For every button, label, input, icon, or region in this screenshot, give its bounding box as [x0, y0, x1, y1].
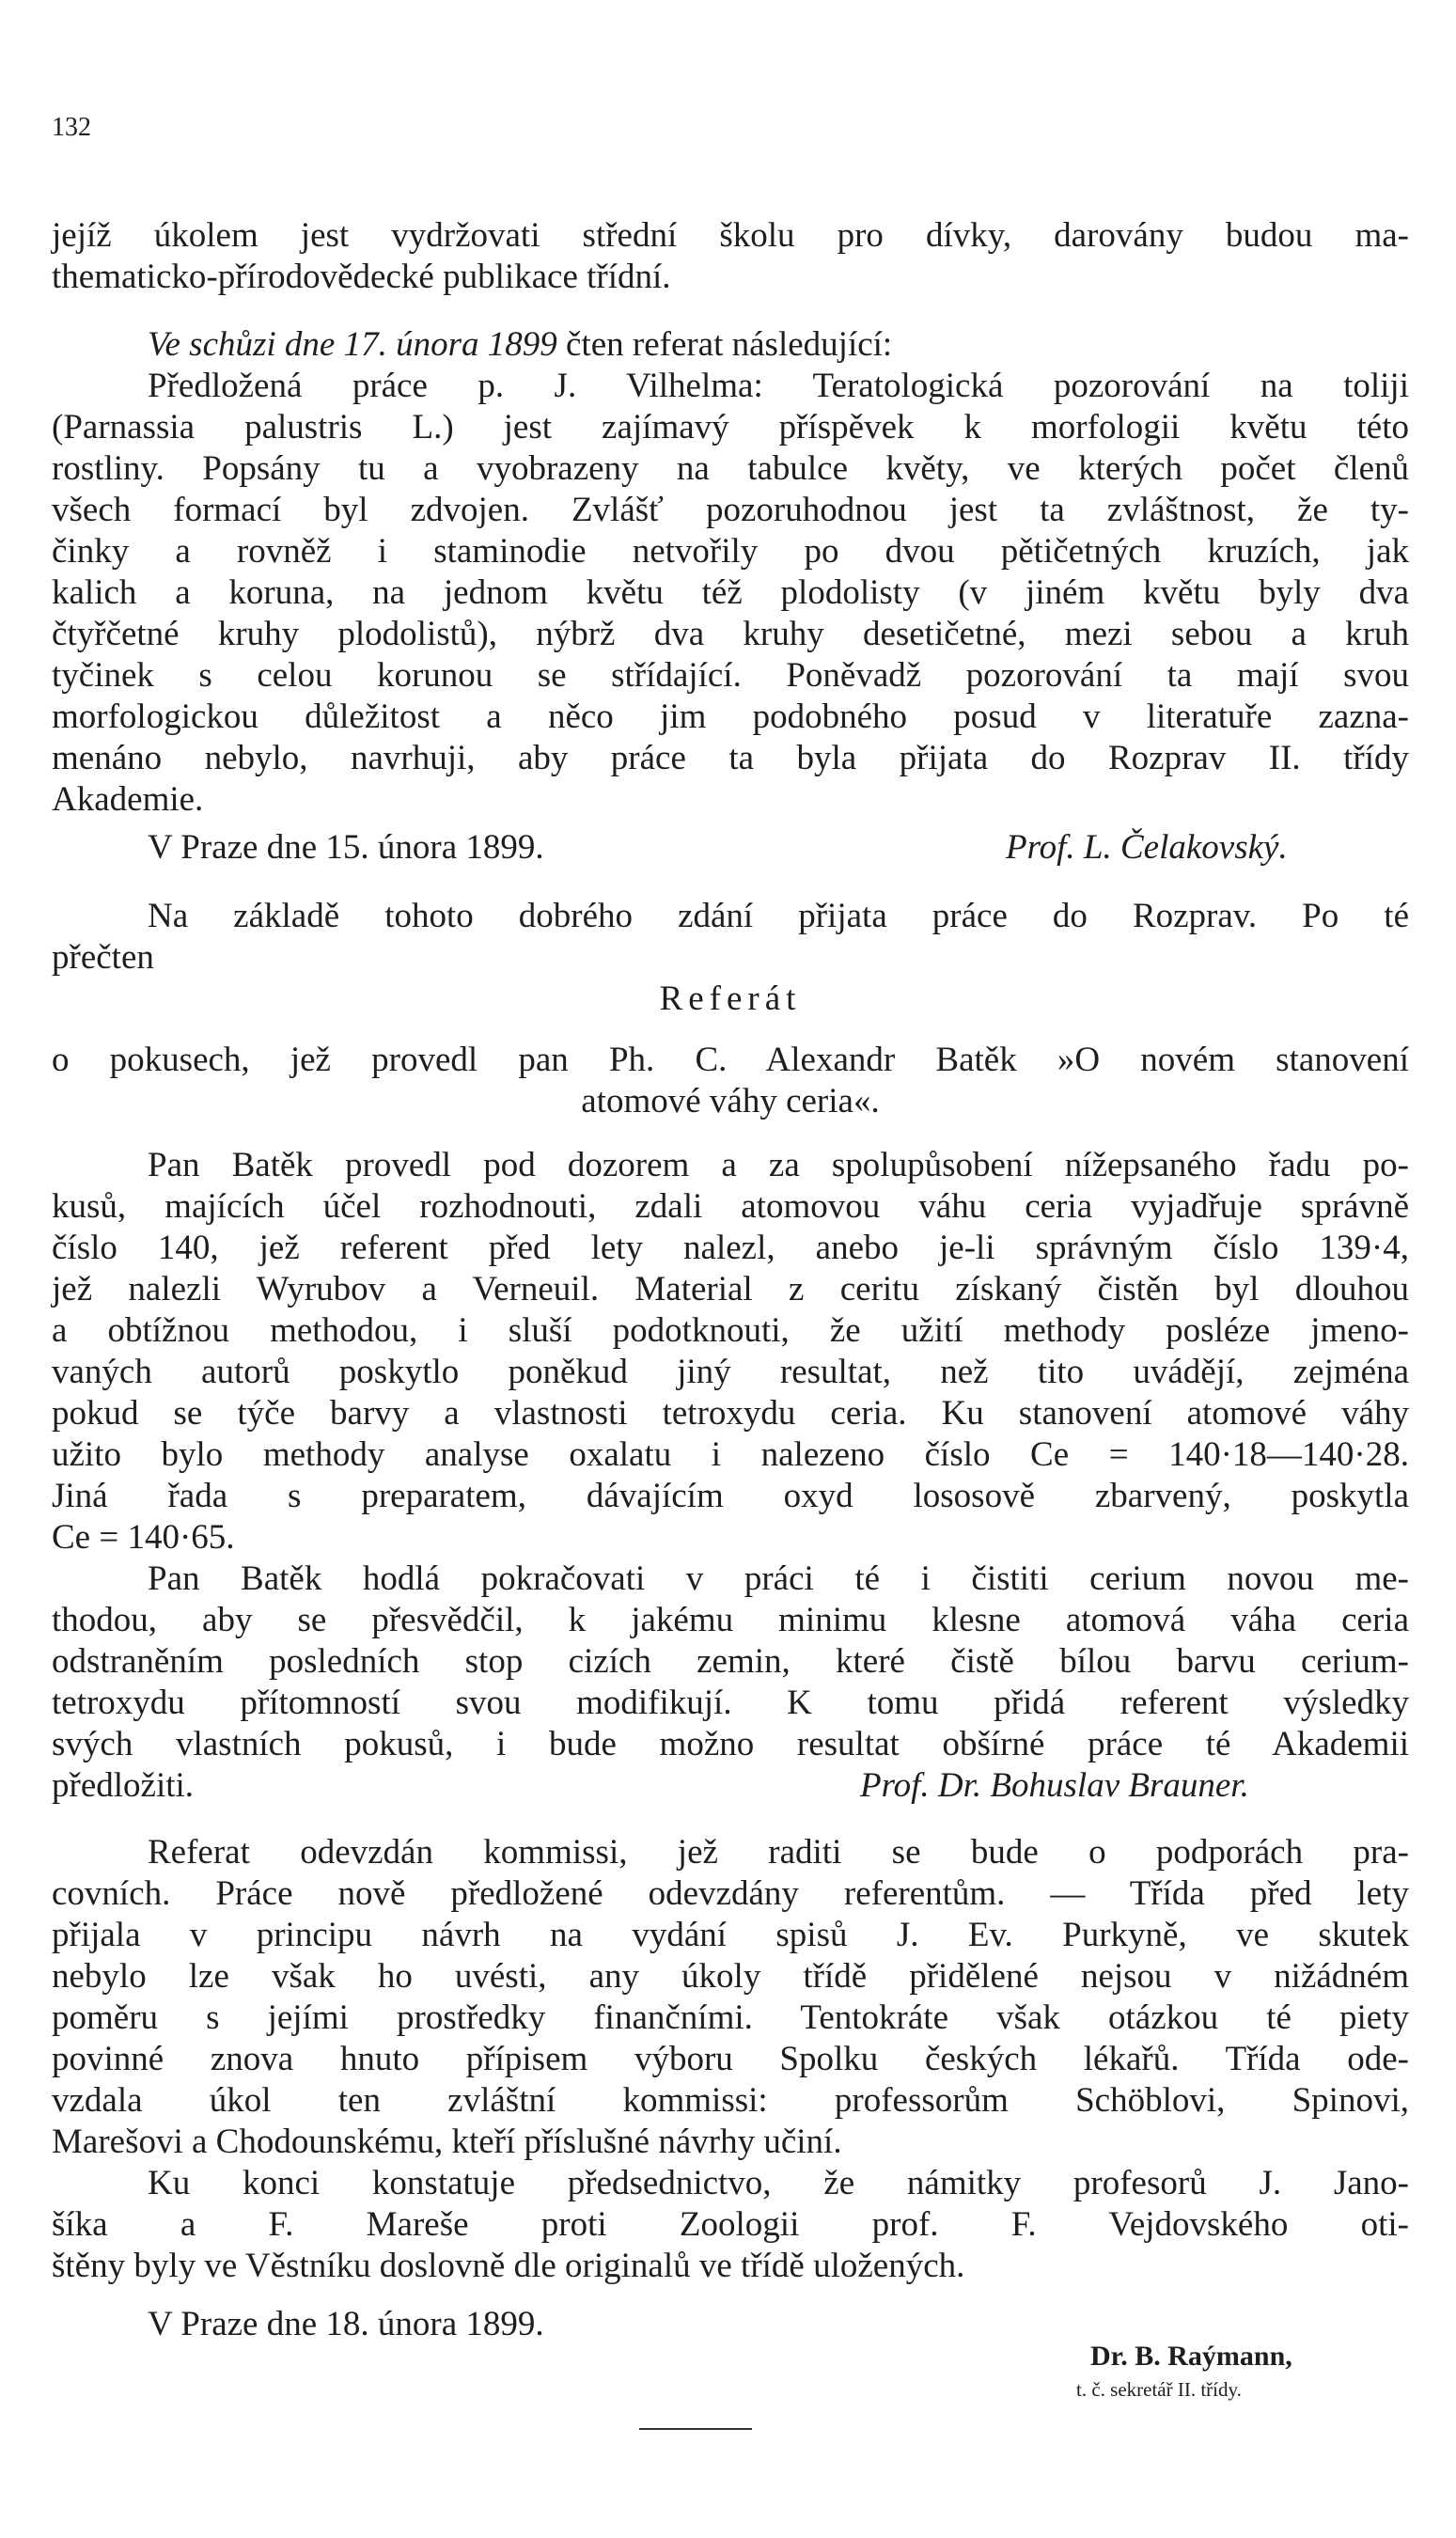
report-date: V Praze dne 15. února 1899.: [148, 828, 544, 867]
text-line: číslo 140, jež referent před lety nalezl, anebo je-li správným číslo 139·4,: [52, 1229, 1409, 1267]
text-line: štěny byly ve Věstníku doslovně dle originalů ve třídě uložených.: [52, 2247, 965, 2285]
text-line: Předložená práce p. J. Vilhelma: Teratologická pozorování na toliji: [148, 367, 1409, 405]
text-line: thematicko-přírodovědecké publikace třídní.: [52, 258, 671, 296]
secretary-name: Dr. B. Raýmann,: [1090, 2341, 1292, 2372]
referat-heading: Referát: [659, 979, 802, 1018]
text-line: jež nalezli Wyrubov a Verneuil. Material z ceritu získaný čistěn byl dlouhou: [52, 1270, 1409, 1308]
text-line: Pan Batěk provedl pod dozorem a za spolupůsobení nížepsaného řadu po-: [148, 1146, 1409, 1184]
closing-rule: [639, 2428, 752, 2430]
text-line: nebylo lze však ho uvésti, any úkoly třídě přidělené nejsou v nižádném: [52, 1957, 1409, 1996]
text-line: (Parnassia palustris L.) jest zajímavý příspěvek k morfologii květu této: [52, 408, 1409, 446]
text-line: Na základě tohoto dobrého zdání přijata práce do Rozprav. Po té: [148, 897, 1409, 935]
secretary-title: t. č. sekretář II. třídy.: [1076, 2378, 1242, 2401]
page-number: 132: [52, 113, 91, 142]
text-line: činky a rovněž i staminodie netvořily po dvou pětičetných kruzích, jak: [52, 532, 1409, 571]
text-line: Ku konci konstatuje předsednictvo, že námitky profesorů J. Jano-: [148, 2164, 1409, 2202]
text-line: kusů, majících účel rozhodnouti, zdali atomovou váhu ceria vyjadřuje správně: [52, 1187, 1409, 1226]
text-line: Jiná řada s preparatem, dávajícím oxyd lososově zbarvený, poskytla: [52, 1477, 1409, 1515]
text-line: všech formací byl zdvojen. Zvlášť pozoruhodnou jest ta zvláštnost, že ty-: [52, 491, 1409, 529]
text-line: covních. Práce nově předložené odevzdány referentům. — Třída před lety: [52, 1874, 1409, 1913]
text-line: odstraněním posledních stop cizích zemin, které čistě bílou barvu cerium-: [52, 1642, 1409, 1681]
text-line: thodou, aby se přesvědčil, k jakému minimu klesne atomová váha ceria: [52, 1601, 1409, 1639]
text-line: rostliny. Popsány tu a vyobrazeny na tabulce květy, ve kterých počet členů: [52, 449, 1409, 488]
signature-brauner: Prof. Dr. Bohuslav Brauner.: [860, 1766, 1249, 1805]
text-line: morfologickou důležitost a něco jim podobného posud v literatuře zazna-: [52, 697, 1409, 736]
text-line: vaných autorů poskytlo poněkud jiný resultat, než tito uvádějí, zejména: [52, 1353, 1409, 1391]
text-line: poměru s jejími prostředky finančními. Tentokráte však otázkou té piety: [52, 1998, 1409, 2037]
text-line: a obtížnou methodou, i sluší podotknouti, že užití methody posléze jmeno-: [52, 1311, 1409, 1350]
text-line: Ce = 140·65.: [52, 1518, 235, 1557]
session-rest: čten referat následující:: [566, 325, 893, 364]
text-line: Referat odevzdán kommissi, jež raditi se bude o podporách pra-: [148, 1833, 1409, 1872]
signature-celakovsky: Prof. L. Čelakovský.: [1006, 828, 1288, 867]
text-line: vzdala úkol ten zvláštní kommissi: professorům Schöblovi, Spinovi,: [52, 2081, 1409, 2120]
text-line: o pokusech, jež provedl pan Ph. C. Alexandr Batěk »O novém stanovení: [52, 1041, 1409, 1079]
text-line: kalich a koruna, na jednom květu též plodolisty (v jiném květu byly dva: [52, 573, 1409, 612]
session-date: Ve schůzi dne 17. února 1899: [148, 325, 557, 364]
text-line: tetroxydu přítomností svou modifikují. K tomu přidá referent výsledky: [52, 1684, 1409, 1722]
text-line: přijala v principu návrh na vydání spisů J. Ev. Purkyně, ve skutek: [52, 1916, 1409, 1954]
text-line: menáno nebylo, navrhuji, aby práce ta byla přijata do Rozprav II. třídy: [52, 739, 1409, 777]
text-line: povinné znova hnuto přípisem výboru Spolku českých lékařů. Třída ode-: [52, 2040, 1409, 2078]
text-line: Marešovi a Chodounskému, kteří příslušné návrhy učiní.: [52, 2123, 842, 2161]
text-line: pokud se týče barvy a vlastnosti tetroxydu ceria. Ku stanovení atomové váhy: [52, 1394, 1409, 1433]
text-line: šíka a F. Mareše proti Zoologii prof. F. Vejdovského oti-: [52, 2205, 1409, 2244]
text-line: předložiti.: [52, 1766, 195, 1805]
closing-date: V Praze dne 18. února 1899.: [148, 2305, 544, 2343]
text-line: čtyřčetné kruhy plodolistů), nýbrž dva kruhy desetičetné, mezi sebou a kruh: [52, 615, 1409, 653]
text-line: Pan Batěk hodlá pokračovati v práci té i čistiti cerium novou me-: [148, 1559, 1409, 1598]
text-line: tyčinek s celou korunou se střídající. Poněvadž pozorování ta mají svou: [52, 656, 1409, 695]
text-line: svých vlastních pokusů, i bude možno resultat obšírné práce té Akademii: [52, 1725, 1409, 1763]
text-line: Akademie.: [52, 780, 204, 819]
text-line: atomové váhy ceria«.: [581, 1082, 880, 1120]
text-line: jejíž úkolem jest vydržovati střední školu pro dívky, darovány budou ma-: [52, 216, 1409, 255]
session-line: [52, 324, 1409, 366]
text-line: přečten: [52, 938, 154, 977]
text-line: užito bylo methody analyse oxalatu i nalezeno číslo Ce = 140·18—140·28.: [52, 1435, 1409, 1474]
